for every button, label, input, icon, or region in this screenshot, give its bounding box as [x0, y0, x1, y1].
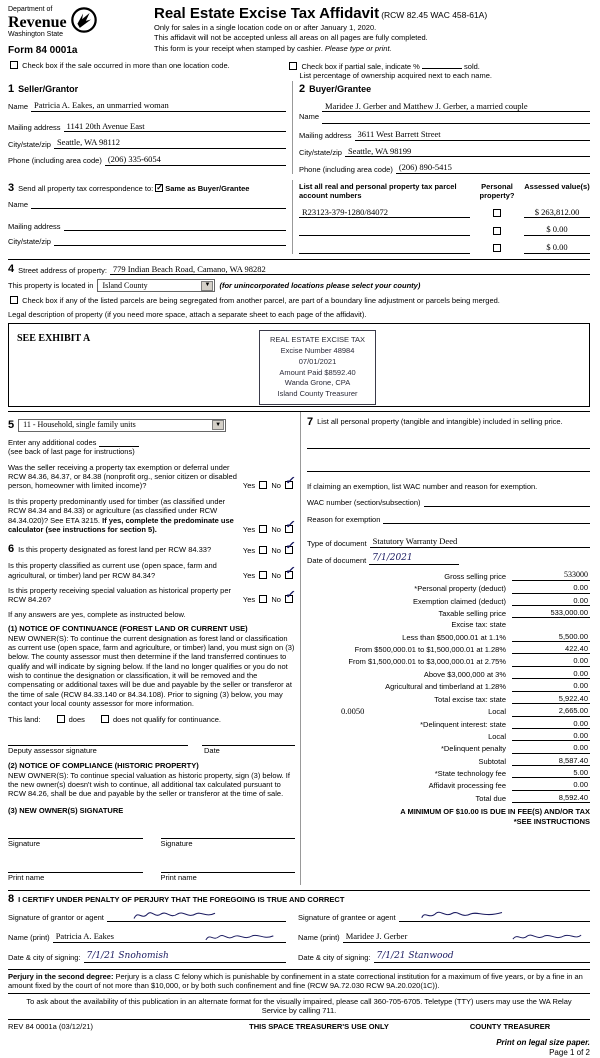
property-location-section [8, 259, 590, 407]
tax-header-excise-state: Excise tax: state [451, 620, 506, 630]
this-land-label: This land: [8, 714, 41, 724]
legal-description-area[interactable] [8, 323, 590, 407]
grantor-date-city-input[interactable] [84, 951, 286, 963]
section4-number: 4 [8, 263, 15, 276]
personal-property-checkbox-3[interactable] [493, 244, 501, 252]
section5-number: 5 [8, 418, 15, 431]
yes-label: Yes [242, 570, 256, 580]
grantee-date-city-value: 7/1/21 Stanwood [376, 950, 454, 961]
reason-exemption-label: Reason for exemption [307, 514, 381, 524]
partial-sale-checkbox[interactable] [289, 62, 297, 70]
additional-codes-input[interactable] [99, 439, 139, 447]
legal-description-label: Legal description of property (if you need more space, attach a separate sheet to each page of the affidavit). [8, 309, 367, 319]
exhibit-text: SEE EXHIBIT A [17, 332, 91, 344]
timber-yes-checkbox[interactable] [259, 525, 267, 533]
deputy-assessor-row [8, 736, 295, 746]
tax-value-tier1: 5,500.00 [512, 632, 590, 642]
tax-label-subtotal: Subtotal [478, 756, 506, 766]
does-checkbox[interactable] [57, 715, 65, 723]
form-header [8, 6, 590, 57]
stamp-date: 07/01/2021 [298, 356, 337, 366]
certification-section [8, 890, 590, 963]
grantor-signature-input[interactable] [107, 912, 286, 922]
seller-name-value: Patricia A. Eakes, an unmarried woman [34, 100, 169, 110]
buyer-csz-value: Seattle, WA 98199 [347, 145, 412, 156]
grantor-initials-mark [200, 931, 280, 944]
land-qualify-row [8, 715, 295, 724]
owner1-signature-label: Signature [8, 839, 41, 849]
parcel-row [299, 224, 590, 236]
buyer-name-value: Maridee J. Gerber and Matthew J. Gerber, a married couple [325, 101, 528, 111]
revenue-logo-block [8, 6, 150, 57]
seller-phone-label: Phone (including area code) [8, 156, 102, 166]
print-note [8, 1038, 590, 1058]
seller-csz-input[interactable] [54, 137, 286, 149]
no-label: No [271, 595, 281, 605]
notice1-body: NEW OWNER(S): To continue the current designation as forest land or classification as current use (open space, farm and agriculture, or timber) land, you must sign on (3) below. The county assessor must then determine if the land transferred continues to qualify and will indicate by signing below. If the land no longer qualifies or you do not wish to continue the designation or classification, it will be removed and the compensating or additional taxes will be due and payable by the seller or transferor at the time of sale (RCW 84.33.140 or 84.34.108). Prior to signing (3) below, you may contact your local county assessor for more information. [8, 633, 295, 709]
checkmark-icon: ✓ [285, 564, 295, 577]
tax-label-tier4: Above $3,000,000 at 3% [423, 669, 506, 679]
segregated-label: Check box if any of the listed parcels are being segregated from another parcel, are part of a boundary line adjustment or parcels being merged. [22, 296, 500, 306]
tax-computation-table [307, 570, 590, 803]
new-owner-print-lines [8, 863, 295, 882]
current-use-no-checkbox[interactable] [285, 564, 295, 579]
seller-mailing-label: Mailing address [8, 122, 61, 132]
sold-label: sold. [464, 62, 480, 71]
tax-label-tier3: From $1,500,000.01 to $3,000,000.01 at 2.75% [348, 657, 506, 667]
tax-value-total-state: 5,922.40 [512, 694, 590, 704]
forest-no-checkbox[interactable] [285, 539, 295, 554]
exemption-yes-checkbox[interactable] [259, 481, 267, 489]
seller-heading: Seller/Grantor [18, 83, 79, 94]
buyer-section [292, 81, 590, 174]
tax-label-tier1: Less than $500,000.01 at 1.1% [402, 632, 506, 642]
corr-csz-label: City/state/zip [8, 236, 51, 246]
does-not-label: does not qualify for continuance. [112, 714, 221, 724]
corr-name-input[interactable] [31, 199, 286, 209]
grantor-signature-label: Signature of grantor or agent [8, 912, 104, 922]
buyer-phone-label: Phone (including area code) [299, 164, 393, 174]
tax-label-tech-fee: *State technology fee [434, 769, 506, 778]
tax-label-gross: Gross selling price [444, 571, 506, 581]
assessed-value-col-header: Assessed value(s) [524, 181, 590, 191]
tax-value-total-due: 8,592.40 [512, 793, 590, 803]
perjury-lead: Perjury in the second degree: [8, 971, 114, 981]
tax-label-processing-fee: Affidavit processing fee [428, 781, 506, 791]
street-address-label: Street address of property: [18, 265, 107, 275]
local-rate-value: 0.0050 [341, 705, 365, 716]
historic-question-row [8, 586, 295, 605]
assessed-value-input-3[interactable] [524, 242, 590, 254]
county-note: (for unincorporated locations please select your county) [219, 280, 421, 290]
revenue-logo-icon [70, 6, 98, 36]
seller-csz-label: City/state/zip [8, 139, 51, 149]
grantee-signature-block [292, 907, 590, 963]
page-indicator: Page 1 of 2 [549, 1047, 590, 1057]
grantee-signature-mark [413, 908, 513, 923]
tax-label-local: Local [488, 707, 506, 717]
corr-name-label: Name [8, 199, 29, 209]
parcel-number-input-3[interactable] [299, 244, 470, 254]
department-of-label: Department of [8, 6, 53, 13]
timber-question: Is this property predominantly used for timber (as classified under RCW 84.34 and 84.33) or agriculture (as classified under RCW 84.34.020)? See ETA 3215. If yes, complete the predominate use calculator (see instructions for section 5). [8, 496, 234, 534]
chevron-down-icon: ▼ [201, 281, 213, 291]
top-checkbox-row [8, 61, 590, 81]
county-select[interactable] [97, 279, 215, 292]
buyer-mailing-label: Mailing address [299, 131, 352, 141]
same-as-buyer-checkbox[interactable] [155, 184, 163, 192]
check-icon: ✓ [156, 183, 163, 193]
section2-number: 2 [299, 82, 306, 95]
historic-question: Is this property receiving special valuation as historical property per RCW 84.26? [8, 586, 232, 605]
assessed-value-input-2[interactable] [524, 224, 590, 236]
stamp-cashier-name: Wanda Grone, CPA [284, 378, 351, 388]
owner1-signature-input[interactable] [8, 829, 143, 839]
stamp-amount-paid: Amount Paid $8592.40 [279, 367, 356, 377]
buyer-csz-input[interactable] [345, 146, 590, 158]
assessed-value-3: $ 0.00 [546, 241, 568, 252]
deputy-signature-label: Deputy assessor signature [8, 745, 97, 755]
seller-section [8, 81, 292, 174]
sections-5-6 [8, 412, 300, 885]
wac-number-label: WAC number (section/subsection) [307, 497, 421, 507]
notice1-title: (1) NOTICE OF CONTINUANCE (FOREST LAND OR CURRENT USE) [8, 624, 248, 634]
owner1-print-label: Print name [8, 872, 45, 882]
note-fully-completed: This affidavit will not be accepted unless all areas on all pages are fully completed. [154, 33, 428, 43]
section-7-tax [300, 412, 590, 885]
current-use-question: Is this property classified as current use (open space, farm and agricultural, or timber) land per RCW 84.34? [8, 561, 217, 580]
form-number: Form 84 0001a [8, 44, 78, 56]
tax-value-subtotal: 8,587.40 [512, 756, 590, 766]
yes-label: Yes [242, 524, 256, 534]
seller-name-label: Name [8, 102, 29, 112]
no-label: No [271, 570, 281, 580]
tax-label-taxable: Taxable selling price [438, 608, 506, 618]
grantor-date-city-value: 7/1/21 Snohomish [86, 950, 169, 961]
grantee-name-input[interactable] [343, 931, 590, 943]
buyer-mailing-value: 3611 West Barrett Street [357, 129, 441, 139]
personal-property-checkbox-2[interactable] [493, 227, 501, 235]
stamp-excise-number: Excise Number 48984 [280, 345, 355, 355]
grantor-signature-mark [121, 908, 231, 923]
tax-value-delinquent-penalty: 0.00 [512, 743, 590, 753]
tax-value-agricultural: 0.00 [512, 681, 590, 691]
buyer-mailing-input[interactable] [355, 129, 590, 141]
parcel-number-value: R23123-379-1280/84072 [302, 206, 388, 217]
buyer-heading: Buyer/Grantee [309, 83, 372, 94]
buyer-name-input[interactable] [322, 100, 590, 124]
tax-value-exemption-deduct: 0.00 [512, 596, 590, 606]
seller-phone-value: (206) 335-6054 [107, 153, 161, 164]
chevron-down-icon: ▼ [212, 420, 224, 430]
segregated-checkbox[interactable] [10, 296, 18, 304]
corr-mailing-label: Mailing address [8, 221, 61, 231]
personal-property-heading: List all personal property (tangible and intangible) included in selling price. [317, 416, 563, 426]
buyer-csz-label: City/state/zip [299, 147, 342, 157]
section3-number: 3 [8, 181, 15, 194]
tax-label-agricultural: Agricultural and timberland at 1.28% [385, 682, 506, 692]
notice2-title: (2) NOTICE OF COMPLIANCE (HISTORIC PROPERTY) [8, 761, 199, 771]
corr-mailing-input[interactable] [64, 221, 286, 231]
tax-value-tier3: 0.00 [512, 656, 590, 666]
assessed-value-2: $ 0.00 [546, 224, 568, 235]
grantor-signature-block [8, 907, 292, 963]
notice2-body: NEW OWNER(S): To continue special valuation as historic property, sign (3) below. If the new owner(s) doesn't wish to continue, all additional tax calculated pursuant to RCW 84.26, shall be due and payable by the seller or transferor at the time of sale. [8, 770, 290, 799]
additional-codes-note: (see back of last page for instructions) [8, 447, 135, 457]
tax-value-delinquent-interest-local: 0.00 [512, 731, 590, 741]
timber-no-checkbox[interactable] [285, 518, 295, 533]
street-address-input[interactable] [110, 264, 590, 276]
parcel-table [292, 180, 590, 254]
tax-value-processing-fee: 0.00 [512, 780, 590, 790]
owner2-print-label: Print name [160, 872, 197, 882]
deputy-labels [8, 746, 295, 755]
wac-number-input[interactable] [424, 497, 590, 507]
seller-name-input[interactable] [31, 100, 286, 112]
minimum-due-note: A MINIMUM OF $10.00 IS DUE IN FEE(S) AND/OR TAX [400, 807, 590, 817]
type-of-document-label: Type of document [307, 538, 367, 548]
grantor-date-city-label: Date & city of signing: [8, 953, 81, 963]
located-in-label: This property is located in [8, 280, 94, 290]
buyer-phone-value: (206) 890-5415 [398, 162, 452, 173]
ownership-note: List percentage of ownership acquired next to each name. [299, 71, 492, 81]
tax-value-personal-deduct: 0.00 [512, 583, 590, 593]
seller-mailing-value: 1141 20th Avenue East [66, 120, 145, 131]
county-treasurer-label: COUNTY TREASURER [469, 1022, 551, 1032]
type-of-document-input[interactable] [370, 536, 590, 548]
no-label: No [271, 524, 281, 534]
parcel-number-input[interactable] [299, 207, 470, 219]
buyer-phone-input[interactable] [396, 162, 590, 174]
personal-property-input-1[interactable] [307, 438, 590, 449]
partial-sale-label: Check box if partial sale, indicate % [301, 62, 420, 71]
grantee-name-value: Maridee J. Gerber [345, 930, 408, 941]
timber-question-row [8, 497, 295, 535]
no-label: No [271, 481, 281, 491]
revenue-wordmark: Revenue [8, 13, 67, 31]
grantor-name-value: Patricia A. Eakes [55, 930, 114, 941]
exemption-question: Was the seller receiving a property tax exemption or deferral under RCW 84.36, 84.37, or 84.38 (nonprofit org., senior citizen or disabled person, homeowner with limited income)? [8, 462, 237, 491]
checkmark-icon: ✓ [285, 518, 295, 531]
exemption-question-row [8, 463, 295, 491]
footer-row [8, 1019, 590, 1031]
rcw-reference: (RCW 82.45 WAC 458-61A) [381, 10, 488, 20]
personal-property-checkbox-1[interactable] [493, 209, 501, 217]
if-yes-note: If any answers are yes, complete as instructed below. [8, 609, 186, 619]
yes-label: Yes [242, 481, 256, 491]
grantee-initials-mark [510, 931, 584, 944]
tax-value-taxable: 533,000.00 [512, 608, 590, 618]
county-selected-value: Island County [102, 280, 148, 290]
current-use-yes-checkbox[interactable] [259, 571, 267, 579]
tax-label-tier2: From $500,000.01 to $1,500,000.01 at 1.28% [354, 645, 506, 654]
checkmark-icon: ✓ [285, 589, 295, 602]
treasurer-use-only-label: THIS SPACE TREASURER'S USE ONLY [249, 1022, 389, 1032]
forest-land-question-row [8, 539, 295, 556]
tax-value-tier4: 0.00 [512, 669, 590, 679]
form-title: Real Estate Excise Tax Affidavit [154, 5, 380, 22]
checkmark-icon: ✓ [285, 539, 295, 552]
seller-csz-value: Seattle, WA 98112 [56, 137, 120, 148]
tax-label-total-due: Total due [475, 793, 506, 803]
no-label: No [271, 545, 281, 555]
buyer-name-label: Name [299, 112, 320, 121]
date-of-document-input[interactable] [369, 553, 459, 565]
same-as-buyer-label: Same as Buyer/Grantee [165, 183, 250, 193]
forest-yes-checkbox[interactable] [259, 546, 267, 554]
grantee-signature-input[interactable] [399, 912, 590, 922]
rev-form-number: REV 84 0001a (03/12/21) [8, 1022, 94, 1032]
parcel-row [299, 242, 590, 254]
property-use-selected: 11 - Household, single family units [23, 420, 136, 430]
multiple-location-checkbox[interactable] [10, 61, 18, 69]
treasurer-stamp [259, 330, 376, 405]
tax-value-tech-fee: 5.00 [512, 768, 590, 778]
personal-property-col-header: Personal property? [479, 181, 515, 201]
tax-label-exemption-deduct: Exemption claimed (deduct) [413, 596, 506, 606]
section6-number: 6 [8, 543, 15, 556]
owner2-signature-label: Signature [160, 839, 193, 849]
parcel-row [299, 207, 590, 219]
historic-yes-checkbox[interactable] [259, 595, 267, 603]
stamp-treasurer: Island County Treasurer [277, 389, 358, 399]
owner1-print-input[interactable] [8, 863, 143, 873]
property-use-select[interactable] [18, 419, 226, 432]
multiple-location-label: Check box if the sale occurred in more than one location code. [22, 61, 230, 70]
certify-statement: I CERTIFY UNDER PENALTY OF PERJURY THAT THE FOREGOING IS TRUE AND CORRECT [18, 894, 345, 904]
page-bottom [8, 963, 590, 1058]
notice3-title: (3) NEW OWNER(S) SIGNATURE [8, 805, 124, 815]
section8-number: 8 [8, 892, 15, 905]
assessed-value-input-1[interactable] [524, 207, 590, 219]
yes-label: Yes [242, 545, 256, 555]
reason-exemption-input[interactable] [383, 514, 590, 524]
date-of-document-value: 7/1/2021 [372, 552, 413, 563]
checkmark-icon: ✓ [285, 475, 295, 488]
send-correspondence-label: Send all property tax correspondence to: [18, 183, 154, 193]
grantee-name-print-label: Name (print) [298, 933, 340, 943]
section1-number: 1 [8, 82, 15, 95]
grantee-signature-label: Signature of grantee or agent [298, 912, 396, 922]
exemption-no-checkbox[interactable] [285, 475, 295, 489]
type-of-document-value: Statutory Warranty Deed [372, 536, 458, 547]
street-address-value: 779 Indian Beach Road, Camano, WA 98282 [112, 263, 266, 274]
tax-label-delinquent-penalty: *Delinquent penalty [440, 744, 506, 754]
tax-value-tier2: 422.40 [512, 644, 590, 654]
owner2-print-input[interactable] [161, 863, 296, 873]
perjury-notice [8, 969, 590, 994]
parcel-col-header: List all real and personal property tax parcel account numbers [299, 181, 457, 201]
corr-csz-input[interactable] [54, 236, 286, 246]
does-label: does [68, 714, 85, 724]
owner2-signature-input[interactable] [161, 829, 296, 839]
personal-property-input-2[interactable] [307, 461, 590, 472]
correspondence-section [8, 180, 292, 254]
tax-label-delinquent-interest-state: *Delinquent interest: state [420, 719, 506, 729]
grantor-name-print-label: Name (print) [8, 933, 50, 943]
date-of-document-label: Date of document [307, 555, 367, 565]
tax-label-personal-deduct: *Personal property (deduct) [414, 584, 506, 594]
deputy-signature-input[interactable] [8, 736, 188, 746]
grantee-date-city-input[interactable] [374, 951, 590, 963]
new-owner-signature-lines [8, 829, 295, 848]
tax-label-total-state: Total excise tax: state [434, 694, 506, 704]
grantee-date-city-label: Date & city of signing: [298, 953, 371, 963]
correspondence-parcel-section [8, 180, 590, 254]
washington-state-label: Washington State [8, 30, 63, 38]
claim-exemption-note: If claiming an exemption, list WAC number and reason for exemption. [307, 481, 538, 491]
note-receipt: This form is your receipt when stamped by cashier. Please type or print. [154, 43, 392, 53]
parcel-number-input-2[interactable] [299, 226, 470, 236]
grantor-name-input[interactable] [53, 931, 286, 943]
stamp-title: REAL ESTATE EXCISE TAX [270, 334, 366, 344]
tax-value-gross: 533000 [512, 570, 590, 581]
historic-no-checkbox[interactable] [285, 589, 295, 603]
see-instructions-note: *SEE INSTRUCTIONS [513, 816, 590, 826]
tax-value-delinquent-interest-state: 0.00 [512, 719, 590, 729]
assessed-value-1: $ 263,812.00 [534, 206, 580, 217]
seller-mailing-input[interactable] [64, 121, 286, 133]
tax-value-local: 2,665.00 [512, 706, 590, 716]
tax-label-delinquent-interest-local: Local [488, 731, 506, 741]
forest-land-question: Is this property designated as forest land per RCW 84.33? [18, 545, 212, 555]
deputy-date-input[interactable] [202, 736, 295, 746]
legal-size-note: Print on legal size paper. [496, 1037, 590, 1047]
note-single-location: Only for sales in a single location code on or after January 1, 2020. [154, 22, 377, 32]
middle-block [8, 411, 590, 885]
does-not-checkbox[interactable] [101, 715, 109, 723]
section7-number: 7 [307, 415, 314, 428]
perjury-body: Perjury is a class C felony which is punishable by confinement in a state correctional institution for a maximum of five years, or by a fine in an amount fixed by the court of not more than $10,000, or by both such confinement and fine (RCW 9A.72.030 RCW 9A.20.020(1C)). [8, 971, 583, 991]
yes-label: Yes [242, 595, 256, 605]
seller-phone-input[interactable] [105, 154, 286, 166]
parties-section [8, 81, 590, 174]
current-use-question-row [8, 561, 295, 580]
accessibility-note: To ask about the availability of this publication in an alternate format for the visually impaired, please call 360-705-6705. Teletype (TTY) users may use the WA Relay Service by calling 711. [26, 996, 572, 1015]
deputy-date-label: Date [204, 745, 220, 755]
additional-codes-label: Enter any additional codes [8, 437, 97, 447]
percent-sold-input[interactable] [422, 61, 462, 69]
